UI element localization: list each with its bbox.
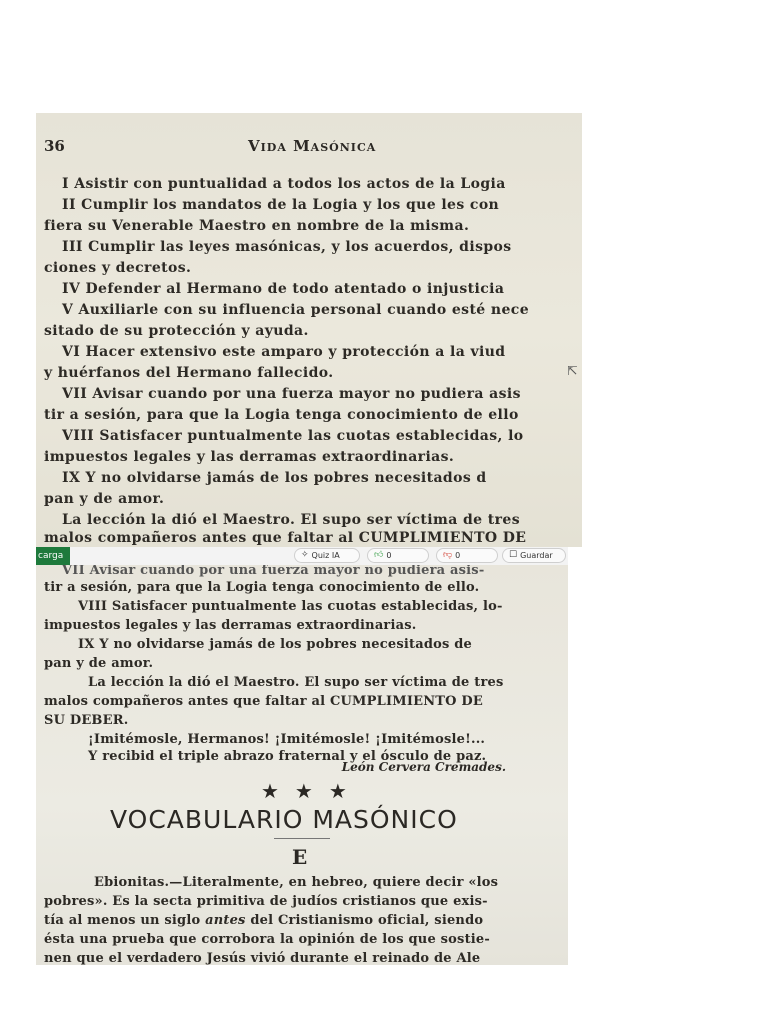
dislike-button[interactable] xyxy=(436,548,498,563)
text-line: VII Avisar cuando por una fuerza mayor no pudiera asis xyxy=(62,386,521,402)
text-line: impuestos legales y las derramas extraordinarias. xyxy=(44,618,417,633)
text-line: fiera su Venerable Maestro en nombre de la misma. xyxy=(44,218,470,234)
entry-term: Ebionitas. xyxy=(94,875,170,890)
text-line: malos compañeros antes que faltar al CUMPLIMIENTO DE xyxy=(44,694,483,709)
text-line: sitado de su protección y ayuda. xyxy=(44,323,309,339)
text-line: pan y de amor. xyxy=(44,656,154,671)
text-line: tir a sesión, para que la Logia tenga conocimiento de ello. xyxy=(44,580,480,595)
save-button[interactable] xyxy=(502,548,566,563)
scanned-page-top xyxy=(36,113,582,547)
text-line: tir a sesión, para que la Logia tenga conocimiento de ello xyxy=(44,407,519,423)
entry-line xyxy=(44,913,568,928)
thumbs-up-icon: 👍︎ xyxy=(374,550,384,560)
bookmark-icon: ☐ xyxy=(509,550,518,560)
section-ornament: ★★★ xyxy=(261,779,363,803)
text-line: III Cumplir las leyes masónicas, y los acuerdos, dispos xyxy=(62,239,512,255)
dislike-count: 0 xyxy=(455,551,461,560)
entry-text: del Cristianismo oficial, siendo xyxy=(245,913,484,928)
entry-line: ésta una prueba que corrobora la opinión de los que sostie- xyxy=(44,932,490,947)
sparkle-icon: ✧ xyxy=(301,550,309,560)
text-line: II Cumplir los mandatos de la Logia y los que les con xyxy=(62,197,500,213)
entry-text: tía al menos un siglo xyxy=(44,913,201,928)
save-label: Guardar xyxy=(520,551,553,560)
quiz-ai-label: Quiz IA xyxy=(311,551,340,560)
entry-line xyxy=(94,875,568,890)
text-line: IV Defender al Hermano de todo atentado o injusticia xyxy=(62,281,505,297)
text-line: impuestos legales y las derramas extraordinarias. xyxy=(44,449,455,465)
text-line: SU DEBER. xyxy=(44,713,129,728)
text-line: IX Y no olvidarse jamás de los pobres necesitados d xyxy=(62,470,487,486)
thumbs-down-icon: 👎︎ xyxy=(443,550,453,560)
divider xyxy=(274,838,330,839)
quiz-ai-button[interactable] xyxy=(294,548,360,563)
text-line: I Asistir con puntualidad a todos los actos de la Logia xyxy=(62,176,506,192)
section-title: VOCABULARIO MASÓNICO xyxy=(110,805,458,834)
like-count: 0 xyxy=(386,551,392,560)
entry-line: pobres». Es la secta primitiva de judíos cristianos que exis- xyxy=(44,894,488,909)
entry-line: nen que el verdadero Jesús vivió durante el reinado de Ale xyxy=(44,951,481,965)
text-line: y huérfanos del Hermano fallecido. xyxy=(44,365,334,381)
text-line: VIII Satisfacer puntualmente las cuotas establecidas, lo- xyxy=(78,599,503,614)
like-button[interactable] xyxy=(367,548,429,563)
text-line: VII Avisar cuando por una fuerza mayor no pudiera asis- xyxy=(62,565,485,578)
page-number: 36 xyxy=(44,137,65,155)
text-line: La lección la dió el Maestro. El supo ser víctima de tres xyxy=(62,512,520,528)
text-line: VI Hacer extensivo este amparo y protección a la viud xyxy=(62,344,506,360)
running-head: Vida Masónica xyxy=(248,137,377,155)
author-signature: León Cervera Cremades. xyxy=(341,760,506,774)
document-toolbar xyxy=(36,547,568,566)
entry-emphasis: antes xyxy=(205,913,246,928)
scanned-page-bottom xyxy=(36,565,568,965)
text-line: VIII Satisfacer puntualmente las cuotas establecidas, lo xyxy=(62,428,524,444)
text-line: IX Y no olvidarse jamás de los pobres necesitados de xyxy=(78,637,472,652)
section-letter: E xyxy=(292,845,308,869)
text-line: ciones y decretos. xyxy=(44,260,192,276)
text-line: La lección la dió el Maestro. El supo ser víctima de tres xyxy=(88,675,504,690)
download-button[interactable]: carga xyxy=(36,547,70,565)
text-line: pan y de amor. xyxy=(44,491,165,507)
entry-text: —Literalmente, en hebreo, quiere decir «los xyxy=(169,875,499,890)
text-line: Y recibid el triple abrazo fraternal y el ósculo de paz. xyxy=(88,749,487,764)
text-line: malos compañeros antes que faltar al CUMPLIMIENTO DE xyxy=(44,530,527,546)
mouse-cursor-icon: ⇱ xyxy=(567,364,578,379)
text-line: V Auxiliarle con su influencia personal cuando esté nece xyxy=(62,302,530,318)
text-line: ¡Imitémosle, Hermanos! ¡Imitémosle! ¡Imitémosle!... xyxy=(88,732,486,747)
